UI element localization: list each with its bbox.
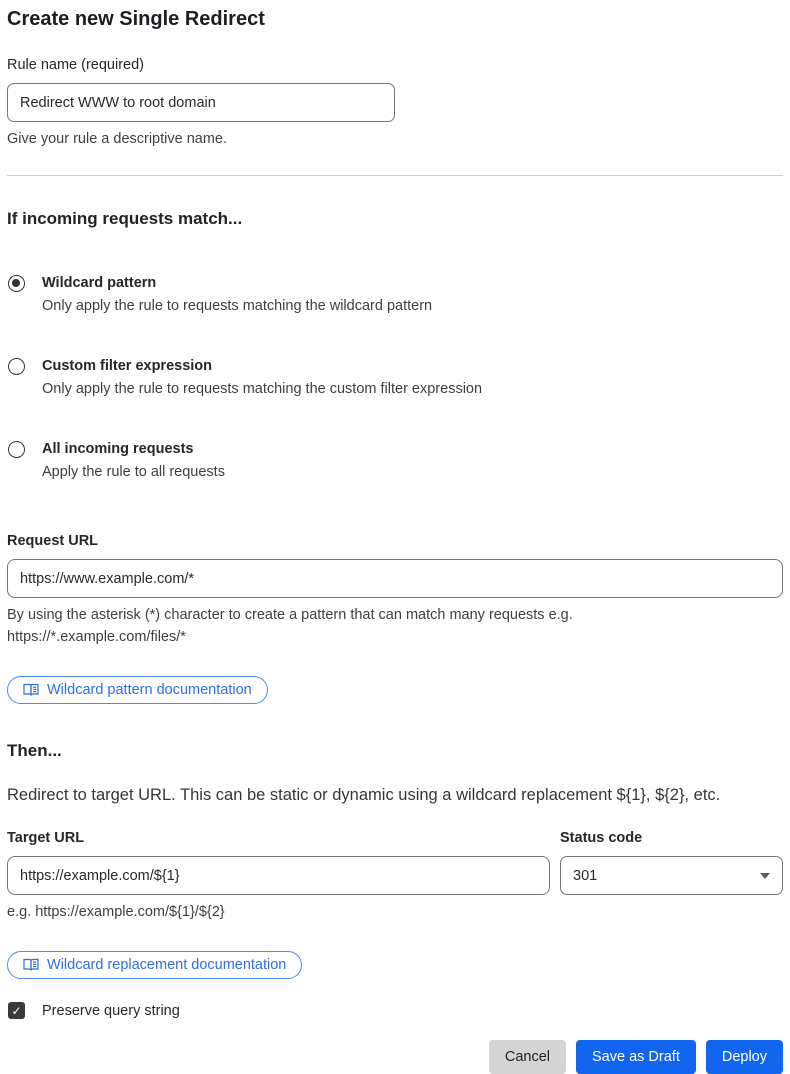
match-section-heading: If incoming requests match... (7, 209, 243, 228)
section-divider (7, 175, 783, 176)
cancel-button[interactable]: Cancel (489, 1040, 566, 1074)
wildcard-pattern-doc-label: Wildcard pattern documentation (47, 682, 252, 698)
custom-filter-radio[interactable] (8, 358, 25, 375)
wildcard-replacement-doc-button[interactable] (7, 951, 302, 979)
custom-filter-label[interactable]: Custom filter expression (42, 358, 213, 374)
checkmark-icon: ✓ (11, 1003, 22, 1018)
preserve-query-checkbox[interactable] (8, 1002, 25, 1019)
option-all-requests (7, 438, 783, 484)
status-code-label: Status code (560, 830, 643, 846)
wildcard-pattern-radio[interactable] (8, 275, 25, 292)
wildcard-replacement-doc-label: Wildcard replacement documentation (47, 957, 287, 973)
request-url-help-line1: By using the asterisk (*) character to create a pattern that can match many requests e.g. (7, 607, 573, 623)
custom-filter-description: Only apply the rule to requests matching the custom filter expression (42, 381, 483, 397)
then-section-heading: Then... (7, 741, 62, 760)
request-url-help-line2: https://*.example.com/files/* (7, 629, 186, 645)
request-url-label: Request URL (7, 533, 99, 549)
option-texts (42, 272, 432, 318)
option-texts (42, 355, 482, 401)
match-options (7, 272, 783, 484)
deploy-button[interactable]: Deploy (706, 1040, 783, 1074)
target-status-row (7, 828, 783, 923)
option-texts (42, 438, 225, 484)
chevron-down-icon (760, 873, 770, 879)
target-url-column (7, 828, 560, 923)
target-url-help: e.g. https://example.com/${1}/${2} (7, 904, 225, 920)
status-code-select[interactable] (560, 856, 783, 895)
preserve-query-label[interactable]: Preserve query string (42, 1002, 180, 1019)
request-url-input[interactable] (7, 559, 783, 598)
open-book-icon (23, 683, 39, 697)
status-code-column (560, 828, 783, 923)
open-book-icon (23, 958, 39, 972)
preserve-query-row (7, 1002, 783, 1019)
request-url-help (7, 604, 783, 648)
status-code-value: 301 (573, 867, 598, 884)
save-as-draft-button[interactable]: Save as Draft (576, 1040, 696, 1074)
target-url-label: Target URL (7, 830, 85, 846)
all-requests-label[interactable]: All incoming requests (42, 441, 194, 457)
wildcard-pattern-description: Only apply the rule to requests matching the wildcard pattern (42, 298, 433, 314)
rule-name-input[interactable] (7, 83, 395, 122)
option-wildcard-pattern (7, 272, 783, 318)
rule-name-help: Give your rule a descriptive name. (7, 131, 228, 147)
all-requests-radio[interactable] (8, 441, 25, 458)
then-section-description: Redirect to target URL. This can be static or dynamic using a wildcard replacement ${1}, ${2}, etc. (7, 786, 721, 804)
all-requests-description: Apply the rule to all requests (42, 464, 225, 480)
target-url-input[interactable] (7, 856, 550, 895)
rule-name-label: Rule name (required) (7, 57, 145, 73)
form-actions (7, 1040, 783, 1074)
wildcard-pattern-label[interactable]: Wildcard pattern (42, 275, 157, 291)
option-custom-filter (7, 355, 783, 401)
wildcard-pattern-doc-button[interactable] (7, 676, 268, 704)
page-title: Create new Single Redirect (7, 8, 265, 30)
